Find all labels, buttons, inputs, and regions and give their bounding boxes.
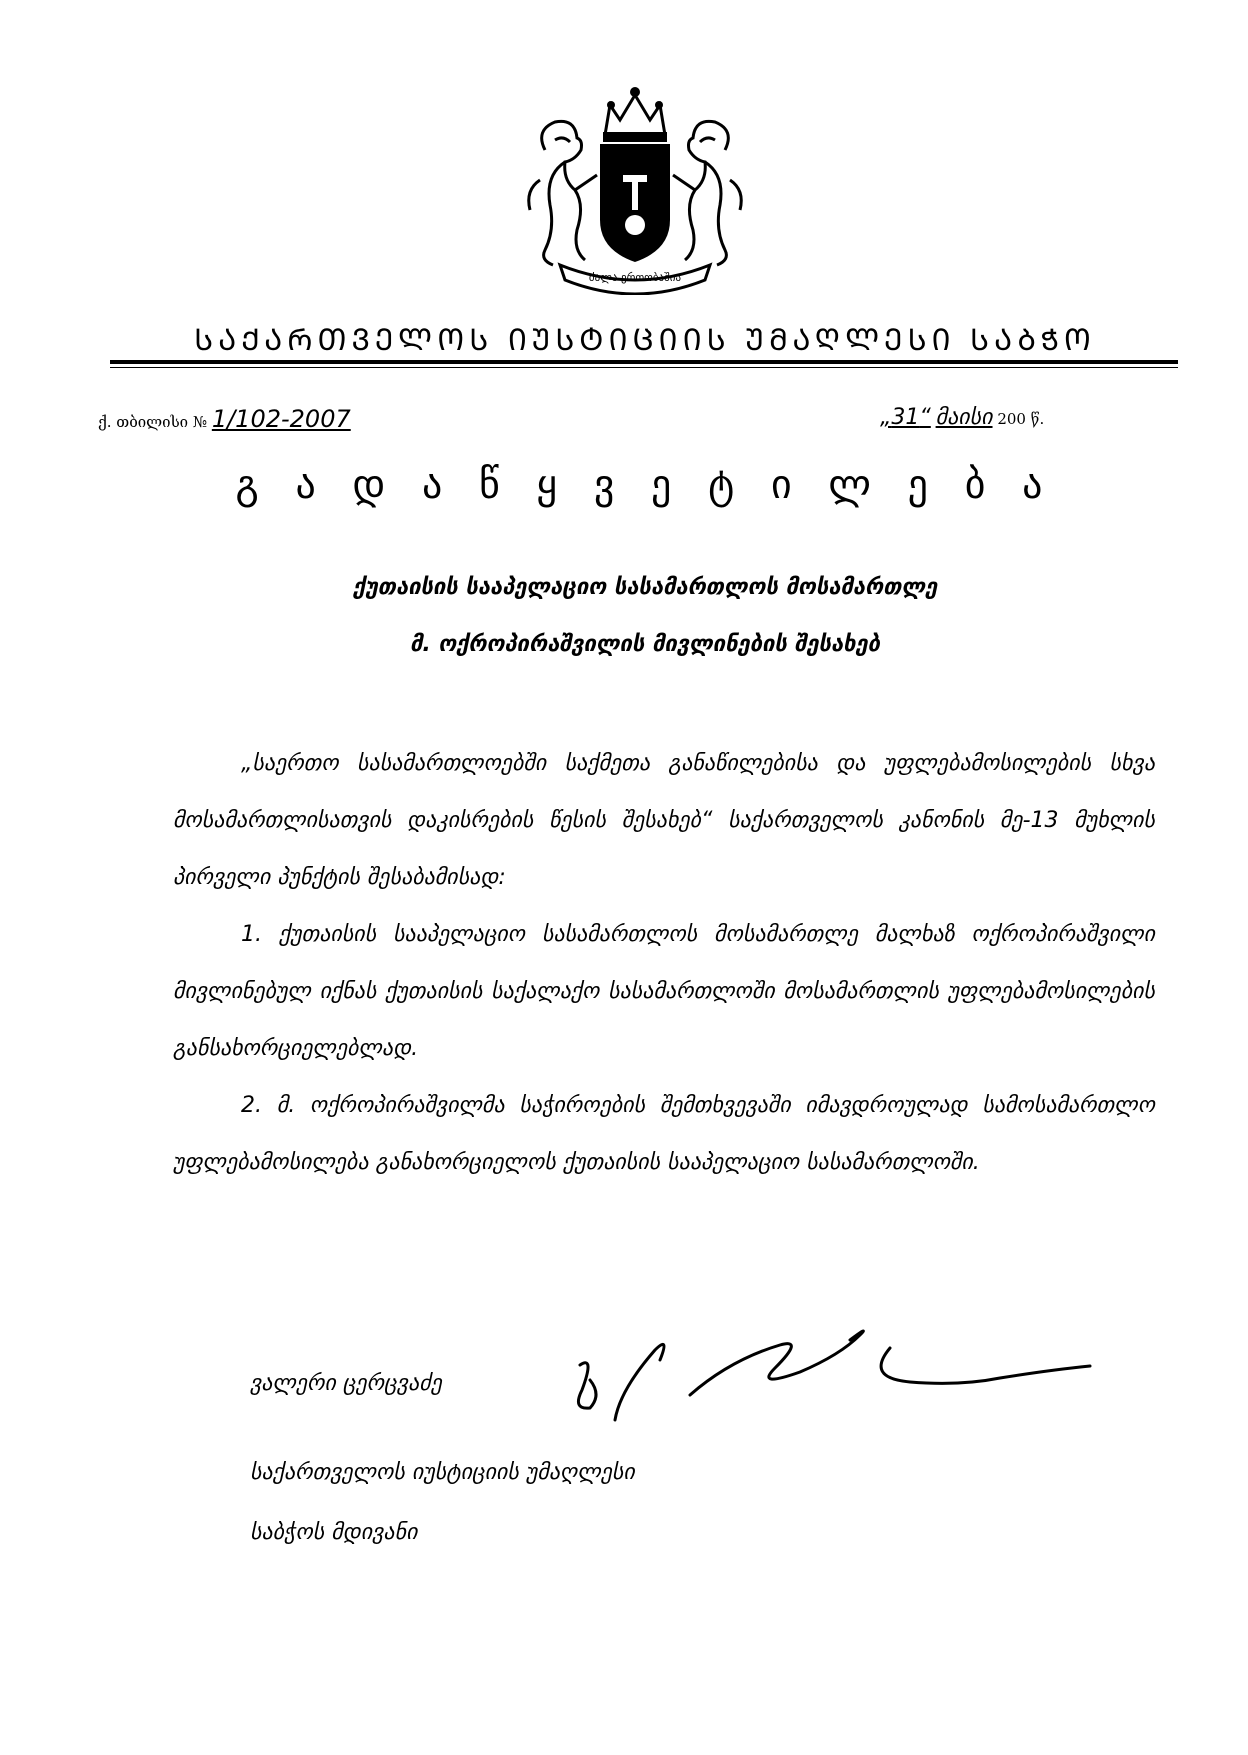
signer-title-line-2: საბჭოს მდივანი <box>250 1520 418 1545</box>
signer-title-line-1: საქართველოს იუსტიციის უმაღლესი <box>250 1460 635 1485</box>
date-year-prefix: 200 <box>997 410 1026 428</box>
signer-name: ვალერი ცერცვაძე <box>250 1371 442 1396</box>
handwritten-signature <box>560 1300 1120 1430</box>
preamble-paragraph: „საერთო სასამართლოებში საქმეთა განაწილებისა და უფლებამოსილების სხვა მოსამართლისათვის დაკისრების წესის შესახებ“ საქართველოს კანონის მე-13 მუხლის პირველი პუნქტის შესაბამისად: <box>173 751 1155 890</box>
decision-item-1: 1. ქუთაისის სააპელაციო სასამართლოს მოსამართლე მალხაზ ოქროპირაშვილი მივლინებულ იქნას ქუთაისის საქალაქო სასამართლოში მოსამართლის უფლებამოსილების განსახორციელებლად. <box>173 922 1155 1061</box>
right-lion-icon <box>673 121 741 265</box>
emblem-motto: ძალა ერთობაშია <box>588 271 682 284</box>
reference-number <box>98 405 351 433</box>
date-year-suffix: წ. <box>1030 410 1045 428</box>
header-rule-thick <box>110 360 1178 364</box>
document-date <box>880 405 1044 430</box>
institution-header: ᲡᲐᲥᲐᲠᲗᲕᲔᲚᲝᲡ ᲘᲣᲡᲢᲘᲪᲘᲘᲡ ᲣᲛᲐᲦᲚᲔᲡᲘ ᲡᲐᲑᲭᲝ <box>194 323 1096 358</box>
document-number: 1/102-2007 <box>211 405 351 433</box>
document-body <box>173 735 1155 1191</box>
crown-icon <box>603 87 667 142</box>
place-label: ქ. თბილისი № <box>98 413 208 431</box>
left-lion-icon <box>529 121 597 265</box>
document-type-title: გ ა დ ა წ ყ ვ ე ტ ი ლ ე ბ ა <box>235 462 1055 508</box>
decision-item-2: 2. მ. ოქროპირაშვილმა საჭიროების შემთხვევაში იმავდროულად სამოსამართლო უფლებამოსილება განახორციელოს ქუთაისის სააპელაციო სასამართლოში. <box>173 1093 1155 1175</box>
subject-line-1: ქუთაისის სააპელაციო სასამართლოს მოსამართლე <box>352 575 938 600</box>
header-rule-thin <box>110 367 1178 368</box>
subject-line-2: მ. ოქროპირაშვილის მივლინების შესახებ <box>409 632 881 657</box>
date-day: „31“ <box>880 405 931 430</box>
date-month: მაისი <box>935 405 993 430</box>
coat-of-arms-emblem <box>505 80 765 295</box>
